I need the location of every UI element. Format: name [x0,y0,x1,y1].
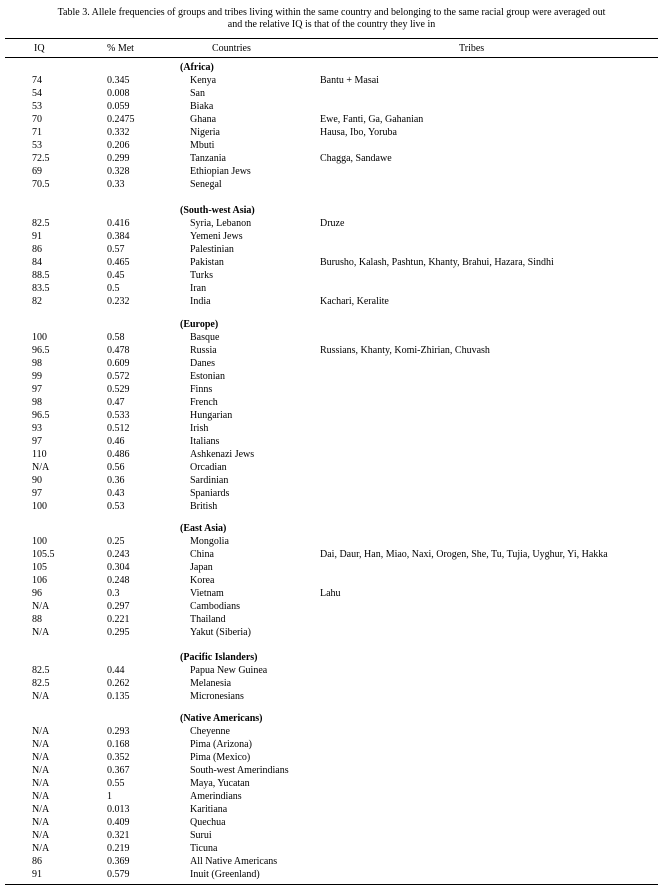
iq-cell: 100 [32,332,47,343]
table-row [0,500,663,513]
met-cell: 0.304 [107,562,130,573]
country-cell: Yemeni Jews [190,231,243,242]
table-row [0,816,663,829]
table-row [0,217,663,230]
met-cell: 0.3 [107,588,120,599]
country-cell: Karitiana [190,804,228,815]
met-cell: 0.248 [107,575,130,586]
country-cell: Syria, Lebanon [190,218,252,229]
table-caption-line-2: and the relative IQ is that of the country they live in [227,19,436,30]
header-countries: Countries [212,43,251,54]
table-row [0,487,663,500]
group-title: (South-west Asia) [180,205,255,216]
table-row [0,178,663,191]
iq-cell: 99 [32,371,42,382]
table-row [0,409,663,422]
table-row [0,868,663,881]
table-row [0,243,663,256]
tribes-cell: Chagga, Sandawe [320,153,392,164]
met-cell: 0.352 [107,752,130,763]
table-caption [0,7,663,31]
country-cell: Maya, Yucatan [190,778,250,789]
met-cell: 0.47 [107,397,125,408]
country-cell: Palestinian [190,244,234,255]
iq-cell: 82.5 [32,665,50,676]
met-cell: 0.57 [107,244,125,255]
table-caption-line-1: Table 3. Allele frequencies of groups and tribes living within the same country and belonging to the same racial group were averaged out [57,7,606,18]
table-row [0,422,663,435]
iq-cell: N/A [32,739,50,750]
table-row [0,74,663,87]
iq-cell: 70.5 [32,179,50,190]
iq-cell: 97 [32,488,42,499]
group-title: (Native Americans) [180,713,263,724]
iq-cell: N/A [32,752,50,763]
table-row [0,370,663,383]
met-cell: 0.478 [107,345,130,356]
country-cell: British [190,501,218,512]
iq-cell: 86 [32,856,42,867]
country-cell: Cambodians [190,601,240,612]
iq-cell: 82.5 [32,678,50,689]
iq-cell: 88.5 [32,270,50,281]
country-cell: Pima (Mexico) [190,752,251,763]
group-title: (Europe) [180,319,219,330]
iq-cell: 84 [32,257,42,268]
met-cell: 0.44 [107,665,125,676]
table-row [0,600,663,613]
iq-cell: 74 [32,75,42,86]
table-row [0,435,663,448]
iq-cell: 96.5 [32,410,50,421]
country-cell: Pakistan [190,257,224,268]
met-cell: 0.579 [107,869,130,880]
table-row [0,751,663,764]
iq-cell: 91 [32,869,42,880]
country-cell: Ethiopian Jews [190,166,251,177]
iq-cell: 72.5 [32,153,50,164]
iq-cell: N/A [32,726,50,737]
table-row [0,152,663,165]
table-row [0,803,663,816]
iq-cell: 82 [32,296,42,307]
country-cell: Quechua [190,817,226,828]
table-row [0,738,663,751]
iq-cell: 53 [32,140,42,151]
met-cell: 0.345 [107,75,130,86]
iq-cell: 97 [32,384,42,395]
header-iq: IQ [34,43,45,54]
met-cell: 0.409 [107,817,130,828]
iq-cell: N/A [32,817,50,828]
country-cell: Japan [190,562,213,573]
met-cell: 0.232 [107,296,130,307]
table-row [0,690,663,703]
table-row [0,295,663,308]
table-row [0,357,663,370]
country-cell: Orcadian [190,462,227,473]
iq-cell: N/A [32,791,50,802]
table-row [0,165,663,178]
country-cell: Danes [190,358,215,369]
table-row [0,474,663,487]
iq-cell: 98 [32,397,42,408]
country-cell: Cheyenne [190,726,230,737]
table-row [0,126,663,139]
country-cell: Thailand [190,614,226,625]
met-cell: 0.013 [107,804,130,815]
met-cell: 0.36 [107,475,125,486]
iq-cell: 105 [32,562,47,573]
country-cell: Mongolia [190,536,229,547]
iq-cell: N/A [32,778,50,789]
header-tribes: Tribes [459,43,485,54]
met-cell: 0.55 [107,778,125,789]
tribes-cell: Bantu + Masai [320,75,379,86]
iq-cell: 106 [32,575,47,586]
country-cell: Papua New Guinea [190,665,268,676]
country-cell: China [190,549,214,560]
table-row [0,448,663,461]
met-cell: 0.53 [107,501,125,512]
table-row [0,855,663,868]
country-cell: Ashkenazi Jews [190,449,255,460]
iq-cell: 98 [32,358,42,369]
iq-cell: N/A [32,830,50,841]
country-cell: Yakut (Siberia) [190,627,251,638]
met-cell: 0.219 [107,843,130,854]
country-cell: Surui [190,830,212,841]
table-row [0,725,663,738]
iq-cell: 93 [32,423,42,434]
country-cell: Vietnam [190,588,224,599]
met-cell: 0.46 [107,436,125,447]
table-row [0,230,663,243]
met-cell: 0.5 [107,283,120,294]
country-cell: Senegal [190,179,222,190]
table-row [0,100,663,113]
country-cell: Basque [190,332,220,343]
met-cell: 0.533 [107,410,130,421]
iq-cell: 90 [32,475,42,486]
met-cell: 0.609 [107,358,130,369]
tribes-cell: Lahu [320,588,341,599]
country-cell: Irish [190,423,209,434]
table-row [0,113,663,126]
country-cell: Ghana [190,114,217,125]
table-row [0,282,663,295]
iq-cell: 88 [32,614,42,625]
met-cell: 1 [107,791,112,802]
table-top-rule [5,38,658,39]
iq-cell: 100 [32,501,47,512]
met-cell: 0.529 [107,384,130,395]
met-cell: 0.572 [107,371,130,382]
country-cell: French [190,397,218,408]
met-cell: 0.243 [107,549,130,560]
table-row [0,829,663,842]
group-title: (East Asia) [180,523,227,534]
country-cell: Nigeria [190,127,220,138]
country-cell: Turks [190,270,213,281]
met-cell: 0.299 [107,153,130,164]
met-cell: 0.58 [107,332,125,343]
met-cell: 0.328 [107,166,130,177]
tribes-cell: Hausa, Ibo, Yoruba [320,127,397,138]
country-cell: Micronesians [190,691,244,702]
iq-cell: N/A [32,691,50,702]
country-cell: Ticuna [190,843,218,854]
met-cell: 0.45 [107,270,125,281]
iq-cell: 91 [32,231,42,242]
country-cell: Kenya [190,75,217,86]
country-cell: Estonian [190,371,225,382]
country-cell: Spaniards [190,488,230,499]
met-cell: 0.33 [107,179,125,190]
table-row [0,461,663,474]
iq-cell: 82.5 [32,218,50,229]
country-cell: Melanesia [190,678,232,689]
met-cell: 0.486 [107,449,130,460]
met-cell: 0.206 [107,140,130,151]
iq-cell: 96.5 [32,345,50,356]
met-cell: 0.059 [107,101,130,112]
table-row [0,677,663,690]
iq-cell: 70 [32,114,42,125]
table-row [0,548,663,561]
table-row [0,777,663,790]
iq-cell: 53 [32,101,42,112]
met-cell: 0.135 [107,691,130,702]
met-cell: 0.297 [107,601,130,612]
country-cell: Pima (Arizona) [190,739,252,750]
met-cell: 0.293 [107,726,130,737]
table-row [0,613,663,626]
tribes-cell: Russians, Khanty, Komi-Zhirian, Chuvash [320,345,490,356]
group-title: (Africa) [180,62,214,73]
table-row [0,383,663,396]
met-cell: 0.168 [107,739,130,750]
met-cell: 0.2475 [107,114,135,125]
iq-cell: 69 [32,166,42,177]
met-cell: 0.384 [107,231,130,242]
table-row [0,256,663,269]
met-cell: 0.367 [107,765,130,776]
table-row [0,269,663,282]
table-row [0,587,663,600]
met-cell: 0.221 [107,614,130,625]
met-cell: 0.332 [107,127,130,138]
iq-cell: 96 [32,588,42,599]
tribes-cell: Ewe, Fanti, Ga, Gahanian [320,114,424,125]
table-row [0,842,663,855]
iq-cell: N/A [32,765,50,776]
met-cell: 0.295 [107,627,130,638]
tribes-cell: Druze [320,218,345,229]
country-cell: Tanzania [190,153,226,164]
country-cell: Mbuti [190,140,215,151]
met-cell: 0.465 [107,257,130,268]
iq-cell: 86 [32,244,42,255]
iq-cell: N/A [32,601,50,612]
table-row [0,790,663,803]
table-bottom-rule [5,884,658,885]
table-row [0,574,663,587]
tribes-cell: Burusho, Kalash, Pashtun, Khanty, Brahui, Hazara, Sindhi [320,257,554,268]
header-met: % Met [107,43,134,54]
country-cell: San [190,88,205,99]
table-row [0,331,663,344]
country-cell: Russia [190,345,217,356]
iq-cell: N/A [32,627,50,638]
header-rule [5,57,658,58]
table-row [0,764,663,777]
table-row [0,535,663,548]
iq-cell: 83.5 [32,283,50,294]
country-cell: Korea [190,575,215,586]
met-cell: 0.43 [107,488,125,499]
met-cell: 0.416 [107,218,130,229]
met-cell: 0.321 [107,830,130,841]
met-cell: 0.008 [107,88,130,99]
country-cell: Inuit (Greenland) [190,869,260,880]
country-cell: All Native Americans [190,856,278,867]
iq-cell: 100 [32,536,47,547]
iq-cell: N/A [32,804,50,815]
met-cell: 0.56 [107,462,125,473]
met-cell: 0.512 [107,423,130,434]
iq-cell: N/A [32,462,50,473]
iq-cell: 71 [32,127,42,138]
country-cell: Italians [190,436,220,447]
tribes-cell: Dai, Daur, Han, Miao, Naxi, Orogen, She, Tu, Tujia, Uyghur, Yi, Hakka [320,549,608,560]
table-row [0,87,663,100]
met-cell: 0.369 [107,856,130,867]
iq-cell: 97 [32,436,42,447]
table-row [0,344,663,357]
table-row [0,396,663,409]
country-cell: Sardinian [190,475,229,486]
met-cell: 0.25 [107,536,125,547]
table-row [0,626,663,639]
met-cell: 0.262 [107,678,130,689]
iq-cell: 105.5 [32,549,55,560]
iq-cell: 54 [32,88,42,99]
tribes-cell: Kachari, Keralite [320,296,389,307]
iq-cell: 110 [32,449,47,460]
group-title: (Pacific Islanders) [180,652,258,663]
country-cell: Iran [190,283,207,294]
table-row [0,664,663,677]
table-row [0,561,663,574]
table-row [0,139,663,152]
country-cell: Biaka [190,101,214,112]
country-cell: Finns [190,384,213,395]
country-cell: Hungarian [190,410,233,421]
country-cell: Amerindians [190,791,242,802]
country-cell: South-west Amerindians [190,765,289,776]
iq-cell: N/A [32,843,50,854]
country-cell: India [190,296,211,307]
